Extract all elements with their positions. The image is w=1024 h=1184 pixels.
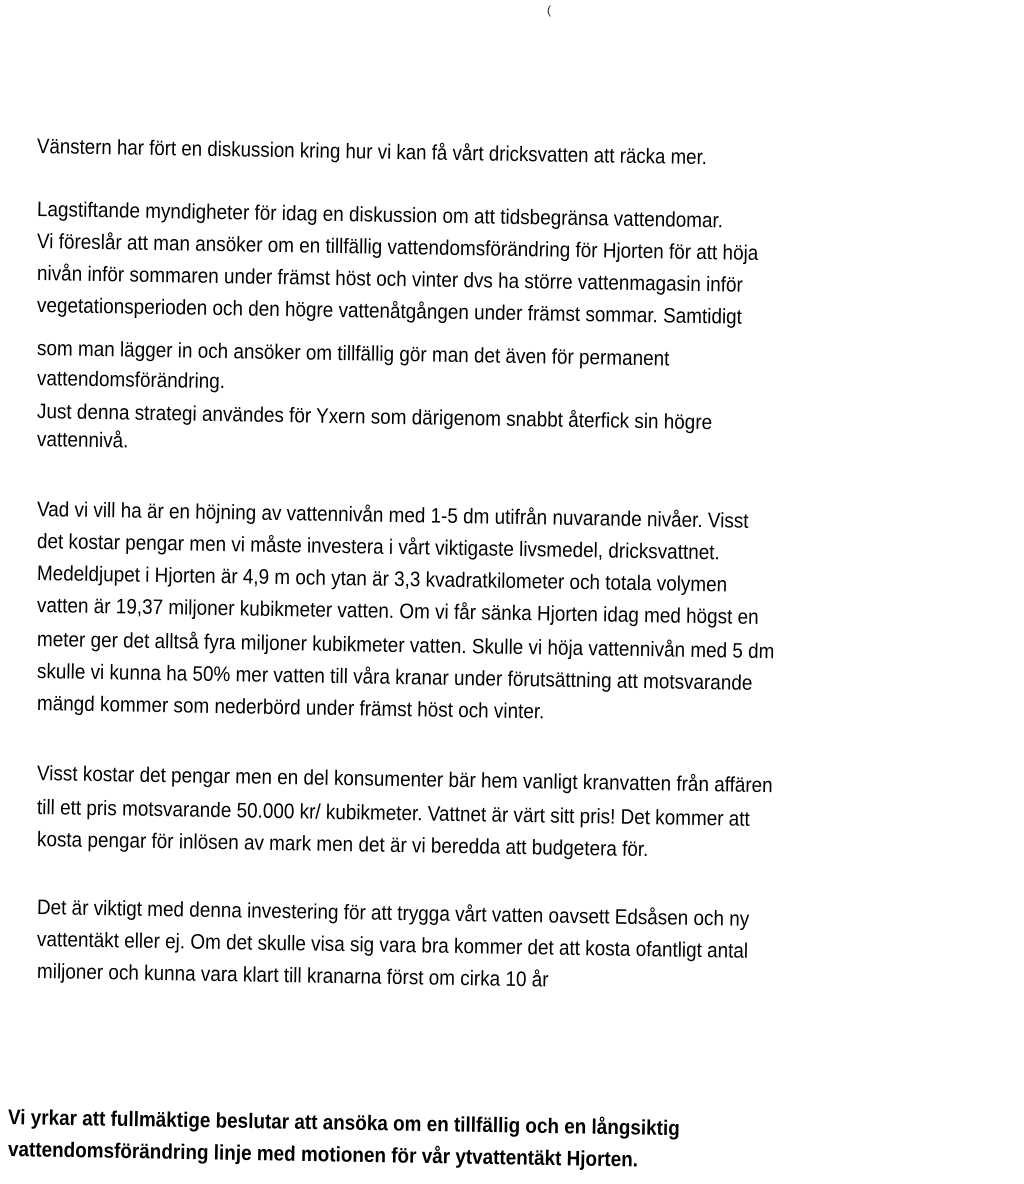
text-line: vattennivå. xyxy=(36,428,129,453)
text-line: vegetationsperioden och den högre vattenåtgången under främst sommar. Samtidigt xyxy=(36,294,743,329)
text-line: Vänstern har fört en diskussion kring hur vi kan få vårt dricksvatten att räcka mer. xyxy=(36,135,708,170)
text-line: vatten är 19,37 miljoner kubikmeter vatten. Om vi får sänka Hjorten idag med högst en xyxy=(36,594,759,629)
motion-line: vattendomsförändring linje med motionen för vår ytvattentäkt Hjorten. xyxy=(7,1138,639,1172)
text-line: vattentäkt eller ej. Om det skulle visa sig vara bra kommer det att kosta ofantligt antal xyxy=(36,928,749,963)
text-line: vattendomsförändring. xyxy=(36,367,226,394)
text-line: meter ger det alltså fyra miljoner kubikmeter vatten. Skulle vi höja vattennivån med 5 dm xyxy=(36,628,775,664)
text-line: Vad vi vill ha är en höjning av vattennivån med 1-5 dm utifrån nuvarande nivåer. Visst xyxy=(36,498,749,533)
text-line: kosta pengar för inlösen av mark men det är vi beredda att budgetera för. xyxy=(36,828,649,862)
text-line: Lagstiftande myndigheter för idag en diskussion om att tidsbegränsa vattendomar. xyxy=(36,198,724,233)
text-line: skulle vi kunna ha 50% mer vatten till våra kranar under förutsättning att motsvarande xyxy=(36,660,753,695)
text-line: Just denna strategi användes för Yxern som därigenom snabbt återfick sin högre xyxy=(36,400,713,435)
text-line: Vi föreslår att man ansöker om en tillfällig vattendomsförändring för Hjorten för att höja xyxy=(36,230,759,265)
motion-line: Vi yrkar att fullmäktige beslutar att ansöka om en tillfällig och en långsiktig xyxy=(7,1106,680,1141)
text-line: som man lägger in och ansöker om tillfällig gör man det även för permanent xyxy=(36,337,670,371)
text-line: Medeldjupet i Hjorten är 4,9 m och ytan är 3,3 kvadratkilometer och totala volymen xyxy=(36,562,728,597)
text-line: Det är viktigt med denna investering för att trygga vårt vatten oavsett Edsåsen och ny xyxy=(36,896,750,931)
text-line: det kostar pengar men vi måste investera i vårt viktigaste livsmedel, dricksvattnet. xyxy=(36,530,720,565)
text-line: Visst kostar det pengar men en del konsumenter bär hem vanligt kranvatten från affären xyxy=(36,762,773,798)
text-line: miljoner och kunna vara klart till kranarna först om cirka 10 år xyxy=(36,960,549,992)
text-line: nivån inför sommaren under främst höst och vinter dvs ha större vattenmagasin inför xyxy=(36,262,744,297)
text-line: mängd kommer som nederbörd under främst höst och vinter. xyxy=(36,692,545,724)
text-line: till ett pris motsvarande 50.000 kr/ kubikmeter. Vattnet är värt sitt pris! Det kommer att xyxy=(36,796,750,831)
scan-artifact-mark: ( xyxy=(547,3,551,17)
